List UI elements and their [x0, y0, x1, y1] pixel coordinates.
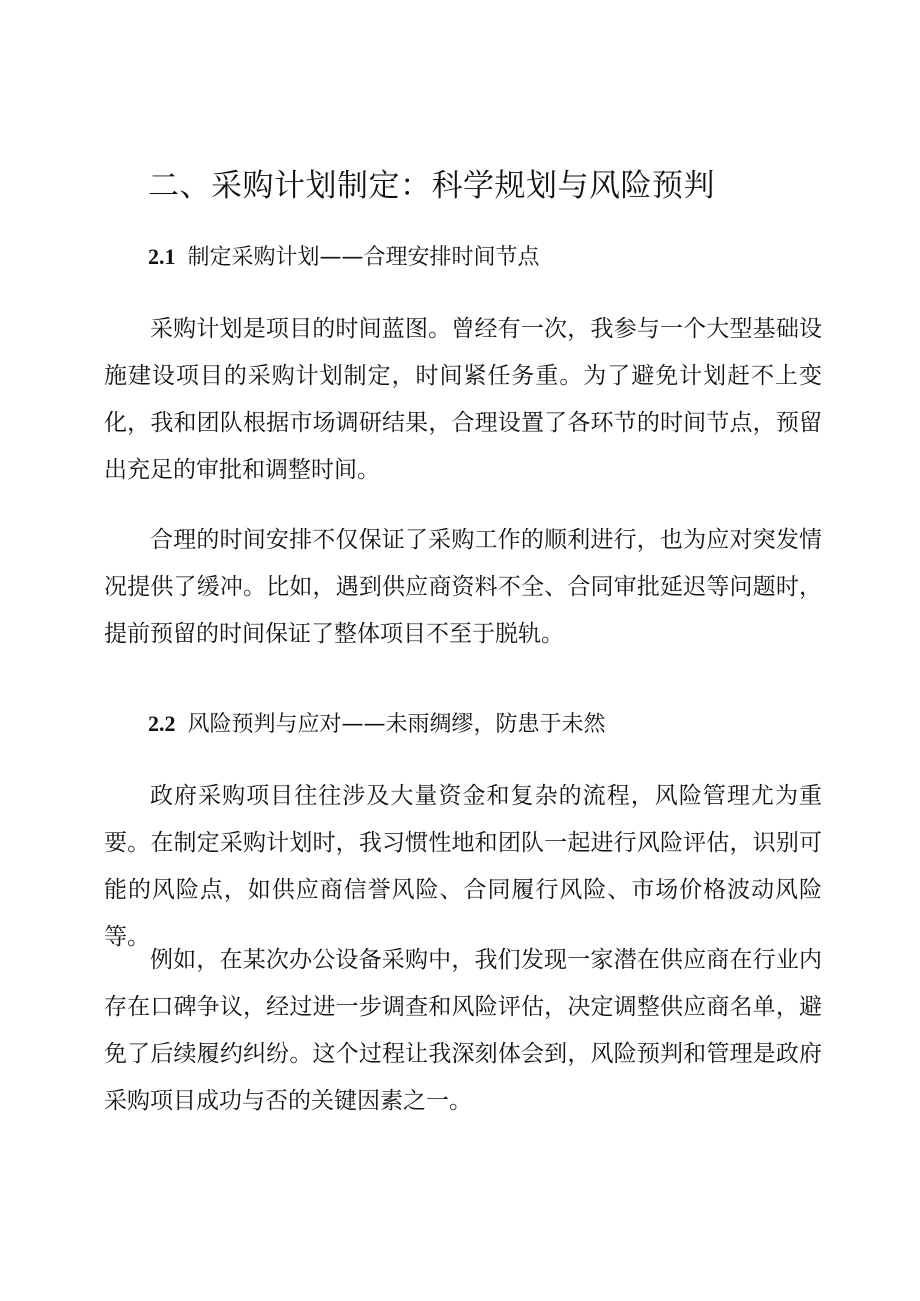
subsection-title: 风险预判与应对——未雨绸缪，防患于未然 [187, 712, 606, 737]
section-title: 二、采购计划制定：科学规划与风险预判 [148, 168, 715, 204]
paragraph: 采购计划是项目的时间蓝图。曾经有一次，我参与一个大型基础设施建设项目的采购计划制定，时间紧任务重。为了避免计划赶不上变化，我和团队根据市场调研结果，合理设置了各环节的时间节点，预留出充足的审批和调整时间。 [104, 316, 822, 483]
subsection-number: 2.1 [148, 244, 176, 269]
subsection-heading-2-2 [148, 709, 606, 740]
paragraph: 政府采购项目往往涉及大量资金和复杂的流程，风险管理尤为重要。在制定采购计划时，我习惯性地和团队一起进行风险评估，识别可能的风险点，如供应商信誉风险、合同履行风险、市场价格波动风险等。 [104, 783, 822, 950]
subsection-number: 2.2 [148, 711, 176, 736]
subsection-heading-2-1 [148, 242, 540, 273]
paragraph: 合理的时间安排不仅保证了采购工作的顺利进行，也为应对突发情况提供了缓冲。比如，遇到供应商资料不全、合同审批延迟等问题时，提前预留的时间保证了整体项目不至于脱轨。 [104, 527, 822, 647]
subsection-title: 制定采购计划——合理安排时间节点 [187, 245, 540, 270]
paragraph: 例如，在某次办公设备采购中，我们发现一家潜在供应商在行业内存在口碑争议，经过进一步调查和风险评估，决定调整供应商名单，避免了后续履约纠纷。这个过程让我深刻体会到，风险预判和管理是政府采购项目成功与否的关键因素之一。 [104, 947, 822, 1114]
